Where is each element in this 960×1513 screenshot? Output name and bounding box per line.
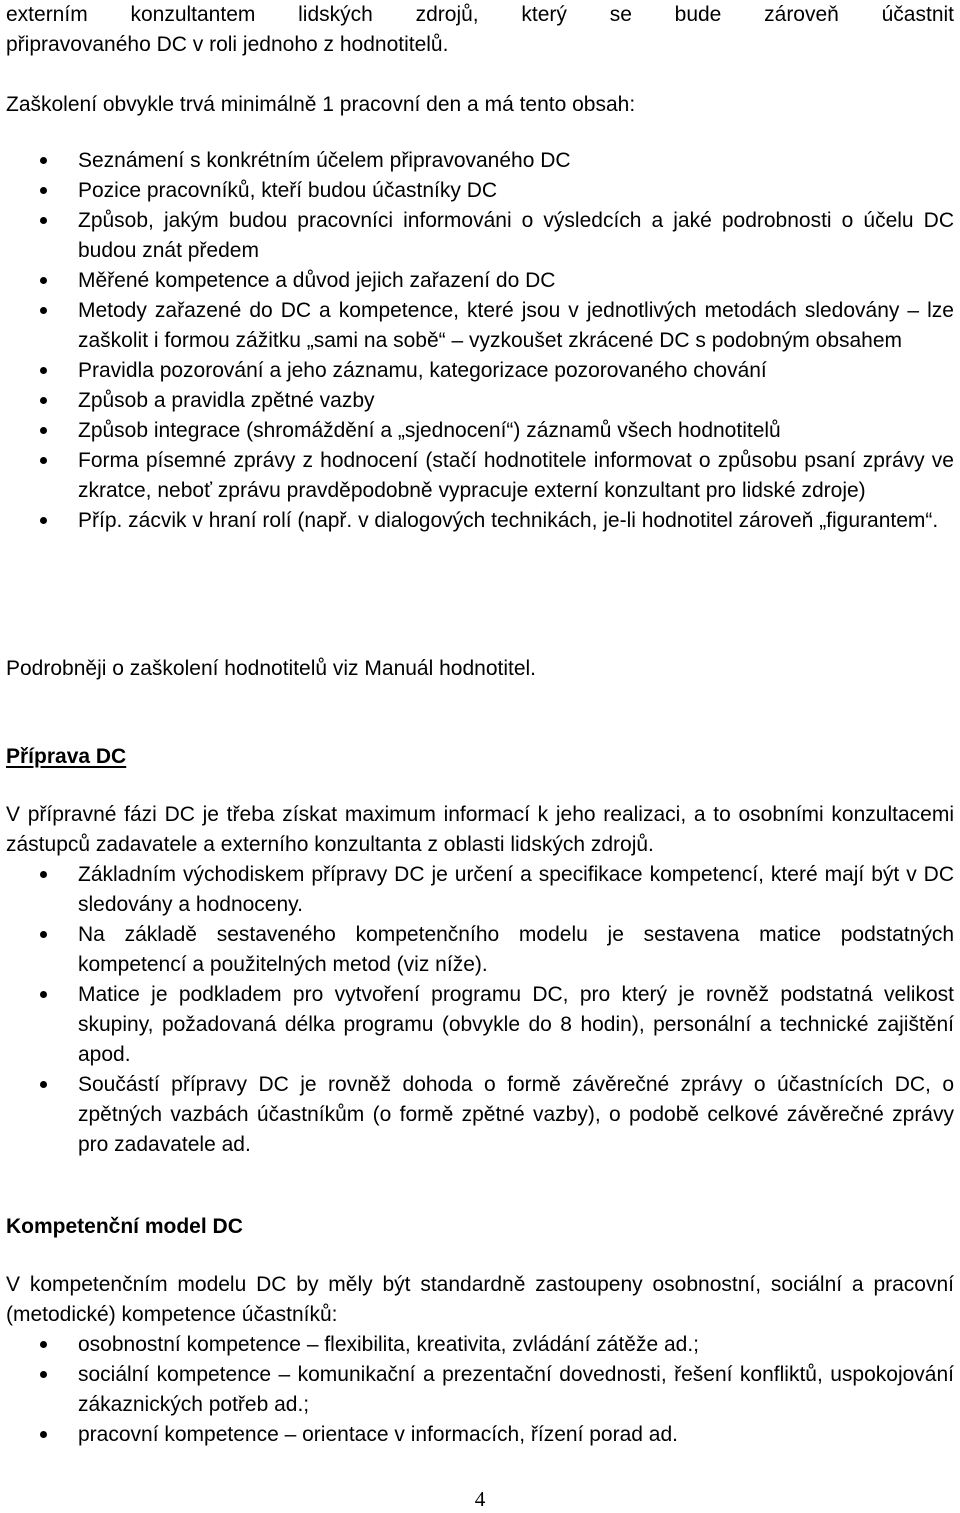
training-more: Podrobněji o zaškolení hodnotitelů viz Manuál hodnotitel. [6, 657, 537, 680]
list-item: Pravidla pozorování a jeho záznamu, kategorizace pozorovaného chování [6, 356, 954, 386]
list-item: Způsob, jakým budou pracovníci informováni o výsledcích a jaké podrobnosti o účelu DC budou znát předem [6, 206, 954, 266]
continuation-line-2: připravovaného DC v roli jednoho z hodnotitelů. [6, 33, 449, 56]
list-item: Měřené kompetence a důvod jejich zařazení do DC [6, 266, 954, 296]
training-list [6, 146, 954, 536]
list-item: Pozice pracovníků, kteří budou účastníky DC [6, 176, 954, 206]
model-list [6, 1330, 954, 1450]
list-item: Metody zařazené do DC a kompetence, které jsou v jednotlivých metodách sledovány – lze zaškolit i formou zážitku „sami na sobě“ – vyzkoušet zkrácené DC s podobným obsahem [6, 296, 954, 356]
prep-list [6, 860, 954, 1160]
model-paragraph: V kompetenčním modelu DC by měly být standardně zastoupeny osobnostní, sociální a pracovní (metodické) kompetence účastníků: [6, 1273, 954, 1326]
page-number: 4 [474, 1487, 486, 1511]
list-item: Matice je podkladem pro vytvoření programu DC, pro který je rovněž podstatná velikost skupiny, požadovaná délka programu (obvykle do 8 hodin), personální a technické zajištění apod. [6, 980, 954, 1070]
list-item: Způsob a pravidla zpětné vazby [6, 386, 954, 416]
list-item: Součástí přípravy DC je rovněž dohoda o formě závěrečné zprávy o účastnících DC, o zpětných vazbách účastníkům (o formě zpětné vazby), o podobě celkové závěrečné zprávy pro zadavatele ad. [6, 1070, 954, 1160]
continuation-line-1: externím konzultantem lidských zdrojů, který se bude zároveň účastnit [6, 3, 954, 26]
section-heading-model: Kompetenční model DC [6, 1215, 243, 1238]
list-item: sociální kompetence – komunikační a prezentační dovednosti, řešení konfliktů, uspokojování zákaznických potřeb ad.; [6, 1360, 954, 1420]
prep-paragraph: V přípravné fázi DC je třeba získat maximum informací k jeho realizaci, a to osobními konzultacemi zástupců zadavatele a externího konzultanta z oblasti lidských zdrojů. [6, 803, 954, 856]
list-item: osobnostní kompetence – flexibilita, kreativita, zvládání zátěže ad.; [6, 1330, 954, 1360]
list-item: Způsob integrace (shromáždění a „sjednocení“) záznamů všech hodnotitelů [6, 416, 954, 446]
list-item: Příp. zácvik v hraní rolí (např. v dialogových technikách, je-li hodnotitel zároveň „figurantem“. [6, 506, 954, 536]
list-item: Na základě sestaveného kompetenčního modelu je sestavena matice podstatných kompetencí a použitelných metod (viz níže). [6, 920, 954, 980]
list-item: Seznámení s konkrétním účelem připravovaného DC [6, 146, 954, 176]
list-item: Forma písemné zprávy z hodnocení (stačí hodnotitele informovat o způsobu psaní zprávy ve zkratce, neboť zprávu pravděpodobně vypracuje externí konzultant pro lidské zdroje) [6, 446, 954, 506]
list-item: pracovní kompetence – orientace v informacích, řízení porad ad. [6, 1420, 954, 1450]
training-intro: Zaškolení obvykle trvá minimálně 1 pracovní den a má tento obsah: [6, 93, 636, 116]
list-item: Základním východiskem přípravy DC je určení a specifikace kompetencí, které mají být v DC sledovány a hodnoceny. [6, 860, 954, 920]
section-heading-prep: Příprava DC [6, 745, 127, 768]
